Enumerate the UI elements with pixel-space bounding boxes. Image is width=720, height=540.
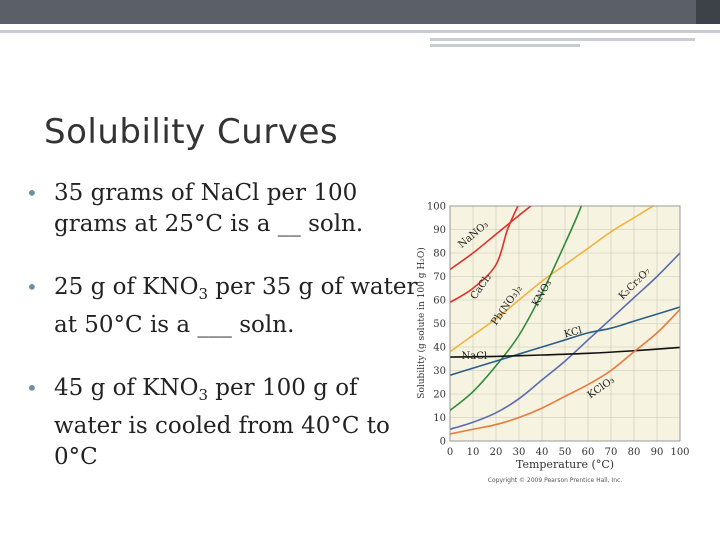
y-tick-label: 20 [433,389,446,401]
y-tick-label: 40 [433,342,446,354]
bullet-marker: • [26,275,38,299]
y-tick-label: 100 [426,201,446,213]
bullet-marker: • [26,376,38,400]
header-bar-end [696,0,720,24]
chart-y-axis-label: Solubility (g solute in 100 g H₂O) [417,247,427,399]
series-label: KNO₃ [530,278,555,309]
x-tick-label: 10 [466,447,480,458]
slide-title: Solubility Curves [44,112,339,152]
bullet-text: 45 g of $KNO_3$ per 100 g of water is cooled from 40°C to 0°C [54,375,390,470]
series-label: CaCl₂ [468,272,495,302]
chart-y-ticks [427,202,446,448]
y-tick-label: 90 [433,225,446,236]
header-rule-accent [430,38,695,41]
x-tick-label: 50 [558,447,572,458]
y-tick-label: 70 [433,272,446,283]
x-tick-label: 90 [650,447,664,458]
series-label: NaCl [461,350,488,362]
y-tick-label: 30 [433,366,446,377]
x-tick-label: 60 [581,447,595,458]
x-tick-label: 0 [446,447,454,458]
series-label: Pb(NO₃)₂ [489,283,525,328]
x-tick-label: 100 [670,447,690,458]
header-bar [0,0,696,24]
bullet-item [26,373,421,473]
x-tick-label: 80 [627,447,641,458]
x-tick-label: 30 [512,447,526,458]
slide-header-decoration [0,0,720,24]
x-tick-label: 40 [535,447,549,458]
bullet-marker: • [26,181,38,205]
solubility-chart [410,193,700,493]
y-tick-label: 80 [433,248,446,260]
bullet-text: 35 grams of NaCl per 100 grams at 25°C is a __ soln. [54,180,364,237]
chart-x-axis-label: Temperature (°C) [515,458,615,471]
bullet-item [26,178,421,240]
x-tick-label: 20 [489,447,503,458]
y-tick-label: 0 [439,436,446,448]
chart-copyright: Copyright © 2009 Pearson Prentice Hall, Inc. [487,477,623,484]
series-label: NaNO₃ [456,219,491,251]
series-label: KCl [562,325,584,341]
header-rule [0,30,720,33]
subscript: 3 [198,285,208,303]
header-rule-accent-short [430,44,580,47]
series-label: K₂Cr₂O₇ [616,265,654,303]
y-tick-label: 50 [433,319,446,330]
y-tick-label: 60 [433,295,446,307]
x-tick-label: 70 [604,447,618,458]
series-label: KClO₃ [585,374,617,402]
bullet-text: 25 g of $KNO_3$ per 35 g of water at 50°C is a ___ soln. [54,274,418,338]
bullet-item [26,272,421,341]
y-tick-label: 10 [433,413,446,424]
bullet-list [26,178,421,505]
chart-x-ticks [447,447,690,458]
subscript: 3 [198,386,208,404]
